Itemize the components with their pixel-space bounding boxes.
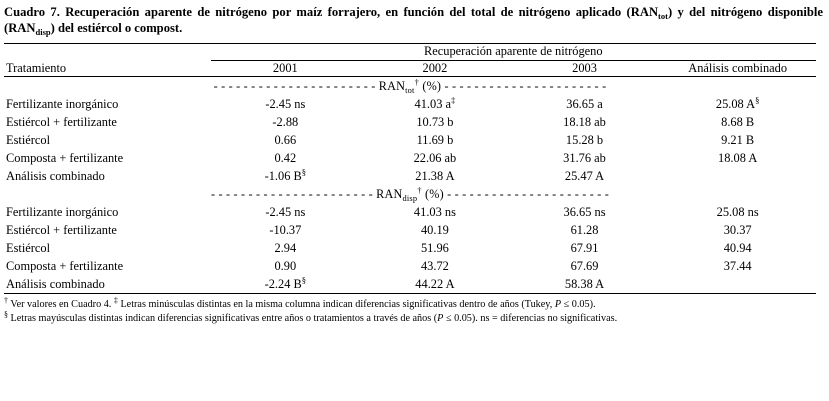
caption-part-3: ) del estiércol o compost. xyxy=(50,21,183,36)
table-row xyxy=(4,203,816,221)
column-header-treatment: Tratamiento xyxy=(4,44,211,77)
caption-part-1: Cuadro 7. Recuperación aparente de nitrógeno por maíz forrajero, en función del total de nitrógeno aplicado (RAN xyxy=(4,5,659,19)
footnote-text-1b: Letras minúsculas distintas en la misma columna indican diferencias significativas dentro de años (Tukey, xyxy=(117,299,555,311)
footnote-line-1 xyxy=(4,298,816,311)
footnote-text-2a: Letras mayúsculas distintas indican diferencias significativas entre años o tratamientos a través de años ( xyxy=(8,312,438,324)
cell-2003: 31.76 ab xyxy=(563,150,606,165)
cell-2001: 0.90 xyxy=(274,258,297,273)
column-header-combined: Análisis combinado xyxy=(688,61,788,76)
section1-label-sub: tot xyxy=(405,85,415,95)
caption-subscript-tot: tot xyxy=(658,11,668,21)
dashes-right-2: - - - - - - - - - - - - - - - - - - - - - - xyxy=(447,186,609,201)
cell-combined: 25.08 ns xyxy=(716,204,759,219)
cell-combined: 18.08 A xyxy=(718,150,758,165)
footnote-text-2b: ≤ 0.05). ns = diferencias no significativas. xyxy=(443,312,618,324)
section-label-rantot xyxy=(4,77,816,96)
dashes-left-1: - - - - - - - - - - - - - - - - - - - - - - xyxy=(213,78,376,93)
cell-2002: 22.06 ab xyxy=(413,150,457,165)
cell-2002 xyxy=(360,95,510,113)
column-header-2003: 2003 xyxy=(572,61,597,76)
cell-2003: 67.91 xyxy=(570,240,599,255)
cell-2001: 0.42 xyxy=(274,150,297,165)
table-caption xyxy=(0,0,829,36)
cell-2002: 11.69 b xyxy=(416,132,454,147)
cell-2001-value: -2.24 B xyxy=(264,276,302,291)
cell-2002: 44.22 A xyxy=(360,275,510,294)
section-label-randisp-text xyxy=(4,185,816,203)
section-label-randisp xyxy=(4,185,816,203)
cell-2001-value: -1.06 B xyxy=(264,168,302,183)
row-label: Fertilizante inorgánico xyxy=(6,204,119,219)
section1-label: RAN xyxy=(378,78,406,93)
cell-2003: 67.69 xyxy=(570,258,599,273)
row-label: Fertilizante inorgánico xyxy=(6,96,119,111)
cell-2003: 18.18 ab xyxy=(563,114,606,129)
section-label-rantot-text xyxy=(4,77,816,96)
cell-2003: 15.28 b xyxy=(565,132,604,147)
cell-2003: 25.47 A xyxy=(564,168,605,183)
table-row xyxy=(4,221,816,239)
dashes-right-1: - - - - - - - - - - - - - - - - - - - - - - xyxy=(444,78,607,93)
table-row xyxy=(4,239,816,257)
column-header-2001: 2001 xyxy=(272,61,298,76)
row-label: Estiércol + fertilizante xyxy=(6,114,117,129)
section1-label-unit: (%) xyxy=(419,78,442,93)
row-label: Estiércol + fertilizante xyxy=(6,222,117,237)
cell-combined: 9.21 B xyxy=(721,132,755,147)
table-row xyxy=(4,149,816,167)
footnote-italic-p-2: P xyxy=(437,312,444,324)
table-footnotes xyxy=(4,298,816,325)
cell-2002: 43.72 xyxy=(420,258,449,273)
cell-2002: 10.73 b xyxy=(416,114,454,129)
cell-2001 xyxy=(211,167,361,185)
caption-subscript-disp: disp xyxy=(35,27,51,38)
section2-label-unit: (%) xyxy=(421,186,444,201)
footnote-text-1a: Ver valores en Cuadro 4. xyxy=(8,299,114,311)
table-section-randisp xyxy=(4,185,816,294)
cell-combined: 37.44 xyxy=(723,258,752,273)
cell-2003: 36.65 a xyxy=(566,96,603,111)
cell-2001: -2.45 ns xyxy=(265,96,306,111)
header-row-span xyxy=(4,44,816,61)
cell-2001-marker: § xyxy=(301,274,307,285)
cell-2003: 36.65 ns xyxy=(563,204,606,219)
table-row xyxy=(4,275,816,294)
cell-combined: 30.37 xyxy=(723,222,752,237)
data-table xyxy=(4,43,816,294)
cell-2003: 61.28 xyxy=(570,222,599,237)
row-label: Composta + fertilizante xyxy=(6,150,124,165)
cell-2002: 41.03 ns xyxy=(413,204,456,219)
dashes-left-2: - - - - - - - - - - - - - - - - - - - - - - xyxy=(211,186,373,201)
cell-2001: -2.88 xyxy=(272,114,299,129)
cell-combined-value: 25.08 A xyxy=(715,96,756,111)
section2-label: RAN xyxy=(376,186,403,201)
column-header-2002: 2002 xyxy=(422,61,448,76)
cell-2002-value: 41.03 a xyxy=(414,96,452,111)
row-label: Análisis combinado xyxy=(4,275,211,294)
footnote-italic-p-1: P xyxy=(554,299,562,311)
table-header xyxy=(4,44,816,77)
cell-2002: 51.96 xyxy=(420,240,449,255)
cell-combined xyxy=(659,275,816,294)
cell-2001 xyxy=(211,275,361,294)
cell-combined: 8.68 B xyxy=(721,114,755,129)
table-row xyxy=(4,95,816,113)
section2-label-sub: disp xyxy=(402,193,418,203)
footnote-text-1c: ≤ 0.05). xyxy=(561,299,596,311)
cell-2001-marker: § xyxy=(301,166,307,177)
table-row xyxy=(4,257,816,275)
footnote-line-2 xyxy=(4,309,816,325)
cell-combined xyxy=(659,95,816,113)
footnote-marker-ddagger: ‡ xyxy=(113,296,118,306)
cell-2003: 58.38 A xyxy=(510,275,660,294)
section1-label-sup: † xyxy=(414,76,420,87)
cell-2002: 21.38 A xyxy=(415,168,455,183)
cell-combined xyxy=(659,167,816,185)
cell-2001: 2.94 xyxy=(274,240,297,255)
row-label: Análisis combinado xyxy=(6,168,105,183)
cell-2002-marker: ‡ xyxy=(451,94,456,105)
caption-part-2: ) y del nitrógeno disponible (RAN xyxy=(4,5,823,36)
table-row xyxy=(4,167,816,185)
table-row xyxy=(4,113,816,131)
footnote-marker-dagger: † xyxy=(4,296,8,306)
row-label: Composta + fertilizante xyxy=(6,258,124,273)
cell-2002: 40.19 xyxy=(420,222,449,237)
cell-2001: 0.66 xyxy=(274,132,297,147)
table-row xyxy=(4,131,816,149)
column-header-group: Recuperación aparente de nitrógeno xyxy=(211,44,816,61)
cell-combined-marker: § xyxy=(755,94,760,105)
footnote-marker-section: § xyxy=(4,309,8,319)
table-section-rantot xyxy=(4,77,816,186)
section2-label-sup: † xyxy=(417,184,422,195)
cell-combined: 40.94 xyxy=(723,240,752,255)
cell-2001: -10.37 xyxy=(269,222,302,237)
row-label: Estiércol xyxy=(6,132,51,147)
row-label: Estiércol xyxy=(6,240,51,255)
cell-2001: -2.45 ns xyxy=(265,204,306,219)
